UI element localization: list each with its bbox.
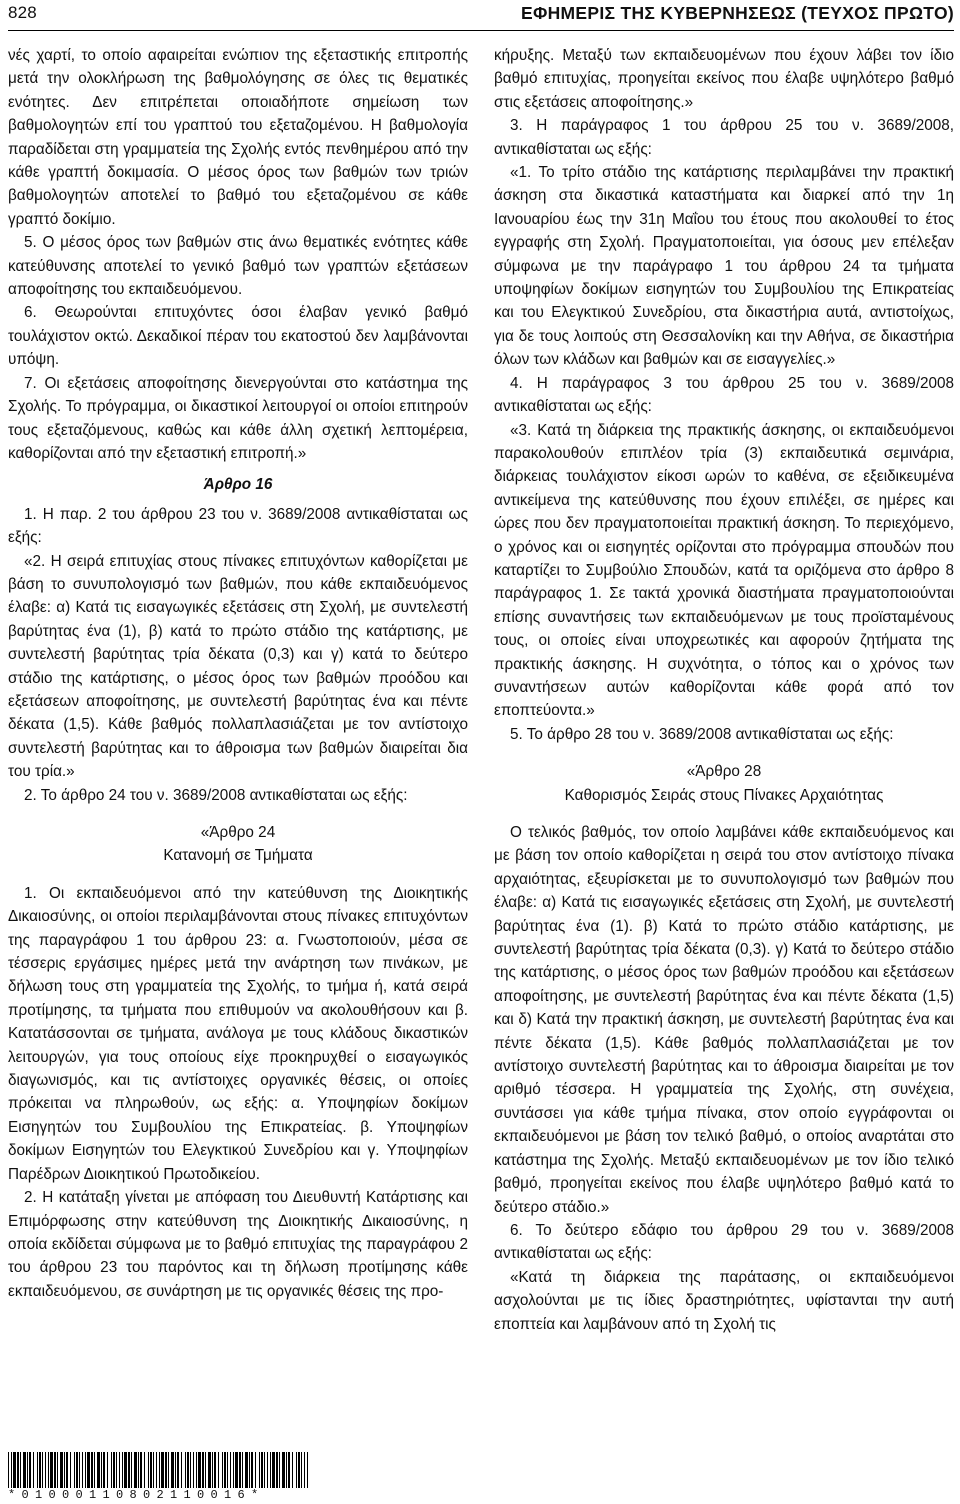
barcode-bar <box>177 1452 179 1488</box>
barcode-number: *01000110802110016* <box>8 1488 265 1502</box>
paragraph: 3. Η παράγραφος 1 του άρθρου 25 του ν. 3689/2008, αντικαθίσταται ως εξής: <box>494 117 954 158</box>
barcode-bar <box>233 1452 234 1488</box>
barcode-bar <box>116 1452 117 1488</box>
barcode-bar <box>181 1452 182 1488</box>
barcode-bar <box>296 1452 297 1488</box>
barcode-bar <box>245 1452 248 1488</box>
paragraph: 5. Το άρθρο 28 του ν. 3689/2008 αντικαθίσταται ως εξής: <box>510 725 894 743</box>
barcode-bar <box>235 1452 238 1488</box>
paragraph: 6. Το δεύτερο εδάφιο του άρθρου 29 του ν. 3689/2008 αντικαθίσταται ως εξής: <box>494 1221 954 1263</box>
barcode-bar <box>227 1452 228 1488</box>
barcode-bar <box>45 1452 46 1488</box>
quoted-article-number: «Άρθρο 24 <box>200 824 276 841</box>
barcode-bar <box>298 1452 300 1488</box>
barcode-bar <box>66 1452 68 1488</box>
barcode-bar <box>33 1452 34 1488</box>
barcode-bar <box>301 1452 302 1488</box>
barcode-bar <box>74 1452 75 1488</box>
right-column <box>494 44 954 1336</box>
spacer <box>494 807 954 821</box>
barcode-bar <box>208 1452 211 1488</box>
barcode-bar <box>82 1452 83 1488</box>
barcode-bar <box>185 1452 186 1488</box>
barcode-bar <box>119 1452 120 1488</box>
barcode-bar <box>54 1452 56 1488</box>
barcode-bar <box>37 1452 38 1488</box>
page-header <box>8 0 954 31</box>
barcode-bar <box>202 1452 204 1488</box>
barcode-bar <box>144 1452 145 1488</box>
barcode-bar <box>171 1452 174 1488</box>
paragraph: Ο τελικός βαθμός, τον οποίο λαμβάνει κάθε εκπαιδευόμενος και με βάση τον οποίο καθορίζεται η σειρά του στον αντίστοιχο πίνακα αρχαιότητας, εξευρίσκεται με το συνυπολογισμό των βαθμών που έλαβε: α) Κατά τις εισαγωγικές εξετάσεις στη Σχολή, με συντελεστή βαρύτητας ένα (1). β) Κατά το πρώτο στάδιο κατάρτισης, με συντελεστή βαρύτητας τρία δέκατα (0,3). γ) Κατά το δεύτερο στάδιο της κατάρτισης, ο μέσος όρος των βαθμών προόδου και εξετάσεων αποφοίτησης, με συντελεστή βαρύτητας ένα και πέντε δέκατα (1,5) και δ) Κατά την πρακτική άσκηση, με συντελεστή βαρύτητας ένα και πέντε δέκατα (1,5). Κάθε βαθμός πολλαπλασιάζεται με τον αντίστοιχο συντελεστή βαρύτητας και το άθροισμα διαιρείται με τον αριθμό τέσσερα. Η γραμματεία της Σχολής, στη συνέχεια, συντάσσει για κάθε τμήμα πίνακα, στον οποίο εγγράφονται οι εκπαιδευόμενοι με βάση τον τελικό βαθμό, ο οποίος αναρτάται στο κατάστημα της Σχολής. Μεταξύ εκπαιδευομένων με τον ίδιο τελικό βαθμό, προηγείται εκείνος που έλαβε υψηλότερο βαθμό κατά το δεύτερο στάδιο.» <box>494 824 954 1216</box>
barcode-bar <box>304 1452 305 1488</box>
barcode-bar <box>272 1452 275 1488</box>
barcode-bar <box>13 1452 16 1488</box>
paragraph: «1. Το τρίτο στάδιο της κατάρτισης περιλαμβάνει την πρακτική άσκηση στα δικαστικά καταστήματα και διαρκεί από την 1η Ιανουαρίου έως την 31η Μαΐου του έτους που ακολουθεί το έτος εγγραφής στη Σχολή. Πραγματοποιείται, για όσους μεν επέλεξαν σύμφωνα με την παράγραφο 1 του άρθρου 24 τα τμήματα υποψηφίων δοκίμων εισηγητών του Συμβουλίου της Επικρατείας και του Ελεγκτικού Συνεδρίου, στα δικαστήρια αυτά, αντιστοίχως, για δε τους λοιπούς στη Θεσσαλονίκη και την Αθήνα, σε δικαστήρια όλων των κλάδων και βαθμών και σε εισαγγελίες.» <box>494 164 954 369</box>
paragraph: 2. Το άρθρο 24 του ν. 3689/2008 αντικαθίσταται ως εξής: <box>24 786 408 804</box>
barcode-bar <box>193 1452 194 1488</box>
barcode-bar <box>222 1452 223 1488</box>
barcode-bar <box>70 1452 71 1488</box>
barcode-bar <box>111 1452 112 1488</box>
barcode-bar <box>242 1452 243 1488</box>
barcode-bar <box>156 1452 157 1488</box>
spacer <box>8 868 468 882</box>
barcode-bar <box>8 1452 9 1488</box>
barcode-bar <box>113 1452 115 1488</box>
paragraph: «Κατά τη διάρκεια της παράτασης, οι εκπαιδευόμενοι ασχολούνται με τις ίδιες δραστηριότητες, υφίστανται την αυτή εποπτεία και λαμβάνουν από τη Σχολή τις <box>494 1268 954 1333</box>
barcode-bar <box>259 1452 260 1488</box>
barcode-bar <box>124 1452 127 1488</box>
barcode-bar <box>50 1452 53 1488</box>
barcode-bar <box>57 1452 58 1488</box>
quoted-article-title: Κατανομή σε Τμήματα <box>163 847 313 865</box>
barcode-bar <box>190 1452 191 1488</box>
barcode-bar <box>276 1452 278 1488</box>
paragraph: κήρυξης. Μεταξύ των εκπαιδευομένων που έχουν λάβει τον ίδιο βαθμό επιτυχίας, προηγείται εκείνος που έλαβε υψηλότερο βαθμό στις εξετάσεις αποφοίτησης.» <box>494 47 954 111</box>
left-column <box>8 44 468 1303</box>
paragraph: «3. Κατά τη διάρκεια της πρακτικής άσκησης, οι εκπαιδευόμενοι παρακολουθούν επιπλέον τρία (3) εκπαιδευτικά σεμινάρια, διάρκειας τουλάχιστον είκοσι ωρών το καθένα, σε εξειδικευμένα αντικείμενα της κατεύθυνσης που έχουν επιλέξει, σε ημέρες και ώρες που δεν πραγματοποιείται πρακτική άσκηση. Το περιεχόμενο, ο χρόνος και οι εισηγητές ορίζονται στο πρόγραμμα σπουδών που καταρτίζει το Συμβούλιο Σπουδών, κατά τα οριζόμενα στο άρθρο 8 παράγραφος 1. Σε τακτά χρονικά διαστήματα πραγματοποιούνται επίσης συναντήσεις των εκπαιδευόμενων με τους προϊσταμένους τους, οι οποίες είναι υποχρεωτικές και αφορούν ζητήματα της πρακτικής άσκησης. Η συχνότητα, ο τόπος και ο χρόνος των συναντήσεων αυτών καθορίζονται κάθε φορά από τον εποπτεύοντα.» <box>494 421 954 720</box>
barcode-bar <box>212 1452 213 1488</box>
barcode-bar <box>175 1452 176 1488</box>
barcode-bar <box>29 1452 31 1488</box>
barcode-bars <box>8 1452 308 1488</box>
barcode-bar <box>107 1452 108 1488</box>
barcode-bar <box>261 1452 263 1488</box>
barcode-bar <box>205 1452 206 1488</box>
barcode-bar <box>27 1452 28 1488</box>
barcode-bar <box>218 1452 219 1488</box>
barcode-bar <box>87 1452 90 1488</box>
gazette-title: ΕΦΗΜΕΡΙΣ ΤΗΣ ΚΥΒΕΡΝΗΣΕΩΣ (ΤΕΥΧΟΣ ΠΡΩΤΟ) <box>520 3 954 23</box>
barcode-bar <box>101 1452 102 1488</box>
barcode-bar <box>85 1452 86 1488</box>
barcode-bar <box>76 1452 78 1488</box>
barcode-bar <box>239 1452 241 1488</box>
paragraph: «2. Η σειρά επιτυχίας στους πίνακες επιτυχόντων καθορίζεται με βάση το συνυπολογισμό των βαθμών, που κάθε εκπαιδευόμενος έλαβε: α) Κατά τις εισαγωγικές εξετάσεις στη Σχολή, με συντελεστή βαρύτητας ένα (1), β) κατά το πρώτο στάδιο της κατάρτισης, με συντελεστή βαρύτητας τρία δέκατα (0,3) και γ) κατά το δεύτερο στάδιο της κατάρτισης, ο μέσος όρος των βαθμών προόδου και εξετάσεων αποφοίτησης, με συντελεστή βαρύτητας ένα και πέντε δέκατα (1,5). Κάθε βαθμός πολλαπλασιάζεται με τον αντίστοιχο συντελεστή βαρύτητας και το άθροισμα των βαθμών διαιρείται δια του τρία.» <box>8 552 468 781</box>
barcode-bar <box>282 1452 285 1488</box>
article-heading: Άρθρο 16 <box>203 476 273 494</box>
barcode-bar <box>159 1452 160 1488</box>
barcode-bar <box>264 1452 265 1488</box>
barcode-bar <box>11 1452 12 1488</box>
barcode-bar <box>148 1452 149 1488</box>
barcode-bar <box>279 1452 280 1488</box>
barcode-bar <box>292 1452 293 1488</box>
barcode-bar <box>307 1452 308 1488</box>
barcode-bar <box>91 1452 93 1488</box>
barcode-bar <box>97 1452 100 1488</box>
barcode-bar <box>153 1452 154 1488</box>
barcode-bar <box>23 1452 26 1488</box>
barcode-bar <box>134 1452 137 1488</box>
barcode-bar <box>94 1452 95 1488</box>
barcode-bar <box>64 1452 65 1488</box>
barcode-bar <box>249 1452 250 1488</box>
barcode-bar <box>42 1452 43 1488</box>
paragraph: 5. Ο μέσος όρος των βαθμών στις άνω θεματικές ενότητες κάθε κατεύθυνσης αποτελεί το γενικό βαθμό των γραπτών εξετάσεων αποφοίτησης του εκπαιδευόμενου. <box>8 234 468 299</box>
barcode-bar <box>122 1452 123 1488</box>
paragraph: 2. Η κατάταξη γίνεται με απόφαση του Διευθυντή Κατάρτισης και Επιμόρφωσης στην κατεύθυνση της Διοικητικής Δικαιοσύνης, η οποία εκδίδεται σύμφωνα με το βαθμό επιτυχίας της παραγράφου 2 του άρθρου 23 του παρόντος και τη δήλωση προτίμησης κάθε εκπαιδευόμενου, σε συνάρτηση με τις οργανικές θέσεις της προ- <box>8 1189 468 1300</box>
barcode-bar <box>103 1452 105 1488</box>
barcode-bar <box>270 1452 271 1488</box>
barcode-bar <box>288 1452 290 1488</box>
barcode-bar <box>196 1452 197 1488</box>
page-number: 828 <box>8 3 37 22</box>
barcode-bar <box>255 1452 256 1488</box>
barcode-bar <box>165 1452 167 1488</box>
barcode-bar <box>60 1452 63 1488</box>
barcode-bar <box>128 1452 130 1488</box>
barcode-bar <box>168 1452 169 1488</box>
paragraph: 4. Η παράγραφος 3 του άρθρου 25 του ν. 3689/2008 αντικαθίσταται ως εξής: <box>494 374 954 416</box>
barcode-bar <box>230 1452 231 1488</box>
quoted-article-number: «Άρθρο 28 <box>686 763 762 781</box>
paragraph: 7. Οι εξετάσεις αποφοίτησης διενεργούνται στο κατάστημα της Σχολής. Το πρόγραμμα, οι δικαστικοί λειτουργοί οι οποίοι επιτηρούν τους εξεταζόμενους, καθώς και κάθε άλλη σχετική λεπτομέρεια, καθορίζονται από την εξεταστική επιτροπή.» <box>8 374 468 462</box>
barcode-bar <box>161 1452 164 1488</box>
barcode-bar <box>267 1452 268 1488</box>
paragraph: νές χαρτί, το οποίο αφαιρείται ενώπιον της εξεταστικής επιτροπής μετά την ολοκλήρωση της βαθμολόγησης σε όλες τις θεματικές ενότητες. Δεν επιτρέπεται οποιαδήποτε σημείωση των βαθμολογητών επί του γραπτού του εξεταζομένου. Η βαθμολογία παραδίδεται στη γραμματεία της Σχολής εντός πενθημέρου από την κάθε γραπτή δοκιμασία. Ο μέσος όρος των βαθμών των τριών βαθμολογητών αποτελεί το βαθμό του εξεταζομένου σε κάθε γραπτό δοκίμιο. <box>8 47 468 228</box>
barcode-bar <box>48 1452 49 1488</box>
barcode-bar <box>214 1452 216 1488</box>
quoted-article-title: Καθορισμός Σειράς στους Πίνακες Αρχαιότητας <box>564 786 884 804</box>
paragraph: 6. Θεωρούνται επιτυχόντες όσοι έλαβαν γενικό βαθμό τουλάχιστον οκτώ. Δεκαδικοί πέραν του εκατοστού δεν λαμβάνονται υπόψη. <box>8 304 468 369</box>
barcode-bar <box>79 1452 80 1488</box>
barcode-bar <box>17 1452 19 1488</box>
barcode-bar <box>198 1452 201 1488</box>
barcode-bar <box>131 1452 132 1488</box>
barcode-bar <box>251 1452 253 1488</box>
barcode-bar <box>20 1452 21 1488</box>
paragraph: 1. Οι εκπαιδευόμενοι από την κατεύθυνση της Διοικητικής Δικαιοσύνης, οι οποίοι περιλαμβάνονται στους πίνακες επιτυχόντων της παραγράφου 1 του άρθρου 23: α. Γνωστοποιούν, μέσα σε τέσσερις εργάσιμες ημέρες μετά την ανάρτηση των πινάκων, με δήλωση τους στη γραμματεία της Σχολής, το τμήμα ή, κατά σειρά προτίμησης, τα τμήματα που επιθυμούν να ακολουθήσουν και β. Κατατάσσονται σε τμήματα, ανάλογα με τους κλάδους δικαστικών λειτουργών, για τους οποίους είχε προκηρυχθεί ο εισαγωγικός διαγωνισμός, και τις αντίστοιχες οργανικές θέσεις, οι οποίες πρόκειται να πληρωθούν, ως εξής: α. Υποψηφίων δοκίμων Εισηγητών του Συμβουλίου της Επικρατείας. β. Υποψηφίων δοκίμων Εισηγητών του Ελεγκτικού Συνεδρίου και γ. Υποψηφίων Παρέδρων Διοικητικού Πρωτοδικείου. <box>8 884 468 1183</box>
spacer <box>494 746 954 760</box>
barcode-bar <box>150 1452 152 1488</box>
barcode-bar <box>224 1452 226 1488</box>
paragraph: 1. Η παρ. 2 του άρθρου 23 του ν. 3689/2008 αντικαθίσταται ως εξής: <box>8 505 468 547</box>
barcode-bar <box>39 1452 41 1488</box>
barcode-bar <box>286 1452 287 1488</box>
barcode-bar <box>187 1452 189 1488</box>
barcode-bar <box>140 1452 142 1488</box>
spacer <box>8 807 468 821</box>
barcode <box>8 1452 308 1504</box>
barcode-bar <box>138 1452 139 1488</box>
